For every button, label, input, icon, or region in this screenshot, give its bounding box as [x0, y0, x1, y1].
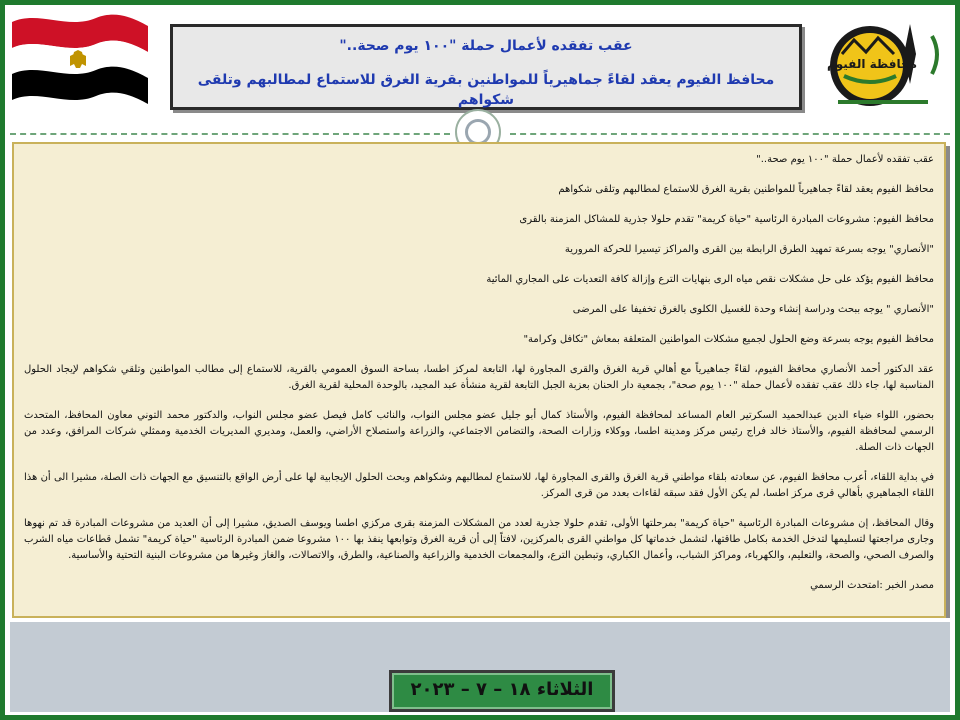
divider-right — [510, 133, 950, 135]
date-badge: الثلاثاء ١٨ – ٧ – ٢٠٢٣ — [389, 670, 615, 712]
logo-text: محافظة الفيوم — [826, 57, 918, 71]
article-paragraph: "الأنصاري" يوجه بسرعة تمهيد الطرق الرابطة بين القرى والمراكز تيسيرا للحركة المرورية — [564, 244, 934, 255]
article-paragraph: في بداية اللقاء، أعرب محافظ الفيوم، عن سعادته بلقاء مواطني قرية الغرق والقرى المجاورة لها، للاستماع لمطالبهم وشكواهم وبحث الحلول الإيجابية لها على أرض الواقع بالتنسيق مع الجهات ذات الصلة، مشيرا الى أن هذا اللقاء الجماهيري بأهالي قرى مركز اطسا، لم يكن الأول فقد سبقه لقاءات بعدد من قرى المركز. — [24, 472, 934, 499]
page-subtitle: محافظ الفيوم يعقد لقاءً جماهيرياً للمواطنين بقرية الغرق للاستماع لمطالبهم وتلقى شكواهم — [197, 72, 775, 108]
article-paragraph: محافظ الفيوم يعقد لقاءً جماهيرياً للمواطنين بقرية الغرق للاستماع لمطالبهم وتلقى شكواهم — [558, 184, 934, 195]
article-paragraph: بحضور، اللواء ضياء الدين عبدالحميد السكرتير العام المساعد لمحافظة الفيوم، والأستاذ كمال أبو جليل عضو مجلس النواب، والنائب كامل فيصل عضو مجلس النواب، والدكتور محمد التوني معاون المحافظ، المتحدث الرسمي لمحافظة الفيوم، والأستاذ خالد فراج رئيس مركز ومدينة اطسا، ووكلاء وزارات الصحة، والتضامن الاجتماعي، والزراعة واستصلاح الأراضي، والعمل، ومديري المديريات الخدمية وممثلي شركات المرافق، وعدد من الجهات ذات الصلة. — [24, 410, 934, 453]
article-paragraph: عقد الدكتور أحمد الأنصاري محافظ الفيوم، لقاءً جماهيرياً مع أهالي قرية الغرق والقرى المجاورة لها، التابعة لمركز اطسا، بساحة السوق العمومي بالقرية، للاستماع إلى مطالب المواطنين وتلقي شكواهم لإيجاد الحلول المناسبة لها، جاء ذلك عقب تفقده لأعمال حملة "١٠٠ يوم صحة"، بجمعية دار الحنان بعزبة الجبل التابعة لقرية منشأة عبد المجيد، بالوحدة المحلية لقرية الغرق. — [24, 364, 934, 391]
article-paragraph: عقب تفقده لأعمال حملة "١٠٠ يوم صحة.." — [756, 154, 934, 165]
page-title: عقب تفقده لأعمال حملة "١٠٠ يوم صحة.." — [339, 38, 633, 54]
egypt-flag-icon — [8, 8, 150, 108]
article-source: مصدر الخبر :امتحدث الرسمي — [810, 580, 934, 591]
article-paragraph: محافظ الفيوم يوجه بسرعة وضع الحلول لجميع مشكلات المواطنين المتعلقة بمعاش "تكافل وكرامة" — [523, 334, 934, 345]
article-paragraph: وقال المحافظ، إن مشروعات المبادرة الرئاسية "حياة كريمة" بمرحلتها الأولى، تقدم حلولا جذرية لعدد من المشكلات المزمنة بقرى مركزي اطسا ويوسف الصديق، مشيرا إلى أن العديد من مشروعات المبادرة قد تم نهوها وجارى مراجعتها لتسليمها لتدخل الخدمة بكامل طاقتها، لتشمل خدماتها كل مواطني القرى بالمركزين، لافتاً إلى أن قرية الغرق وتوابعها ينفذ بها ١٠٠ مشروعا ضمن المبادرة الرئاسية "حياة كريمة" تشمل قطاعات مياه الشرب والصرف الصحي، والصحة، والتعليم، والكهرباء، ومراكز الشباب، وأعمال الكباري، وتبطين الترع، والمجمعات الخدمية والزراعية والصناعية، والطرق، والاتصالات، والغاز وغيرها من مشروعات البنية التحتية والأساسية. — [24, 518, 934, 561]
article-paragraph: "الأنصاري " يوجه ببحث ودراسة إنشاء وحدة للغسيل الكلوى بالغرق تخفيفا على المرضى — [572, 304, 934, 315]
article-paragraph: محافظ الفيوم: مشروعات المبادرة الرئاسية "حياة كريمة" تقدم حلولا جذرية للمشاكل المزمنة بالقرى — [519, 214, 934, 225]
divider-left — [10, 133, 450, 135]
article-body — [12, 142, 946, 618]
article-paragraph: محافظ الفيوم يؤكد على حل مشكلات نقص مياه الرى بنهايات الترع وإزالة كافة التعديات على المجاري المائية — [486, 274, 934, 285]
fayoum-logo — [820, 14, 952, 114]
title-box — [170, 24, 802, 110]
